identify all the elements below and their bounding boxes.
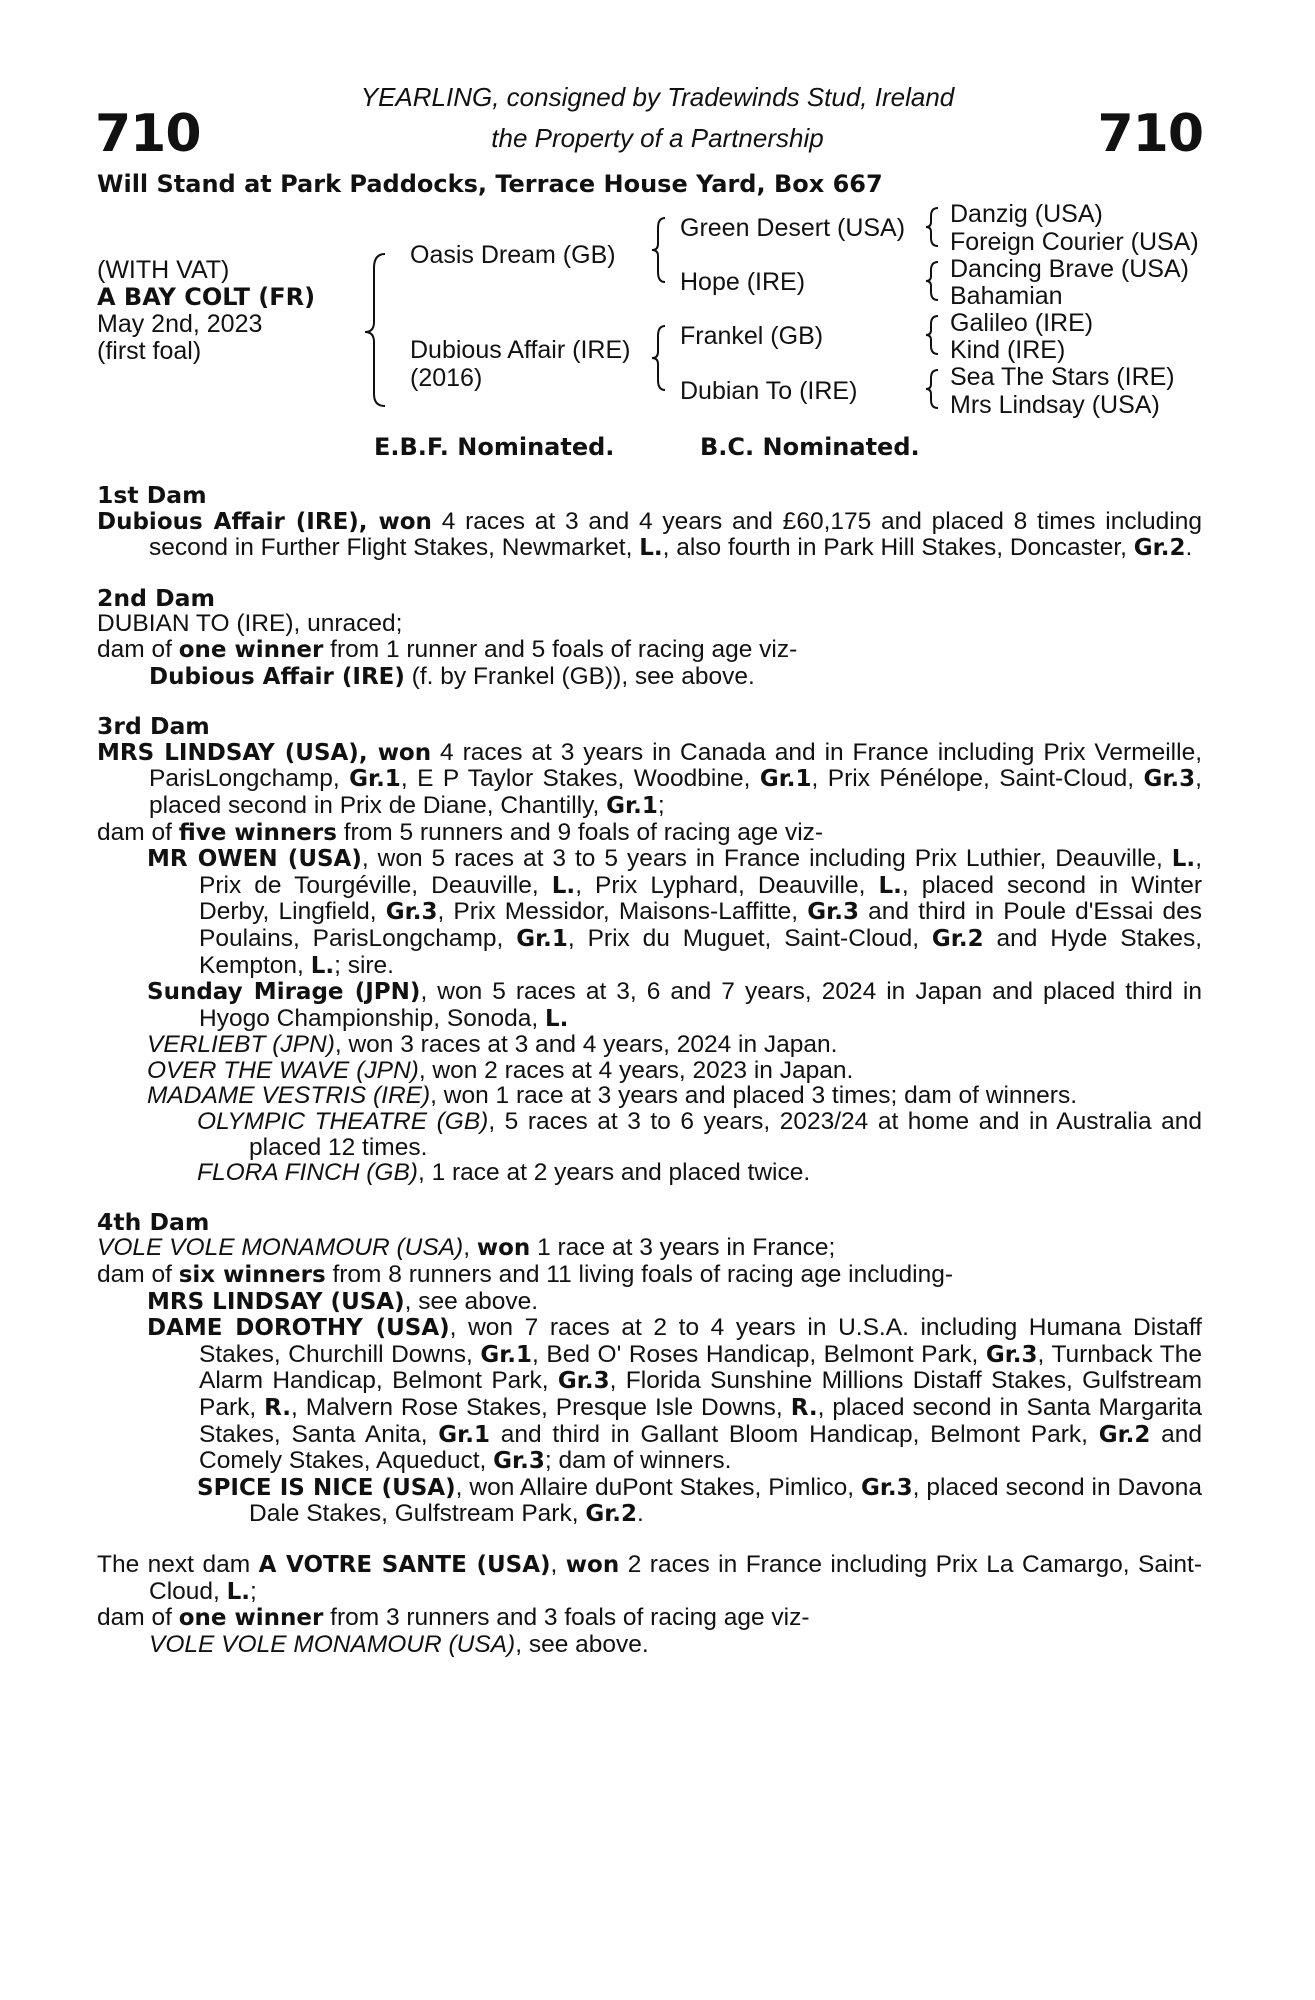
produce-entry-mrs-lindsay xyxy=(97,1289,1202,1316)
produce-entry-over-the-wave xyxy=(97,1058,1202,1084)
lot-number-left: 710 xyxy=(95,104,201,164)
won-label: won xyxy=(378,508,432,535)
won-label: won xyxy=(377,739,432,766)
horse-name: A BAY COLT (FR) xyxy=(97,283,316,311)
third-dam-heading: 3rd Dam xyxy=(97,712,210,741)
fourth-dam-heading: 4th Dam xyxy=(97,1207,210,1236)
race-text: , see above. xyxy=(404,1287,539,1315)
listed-label: L. xyxy=(878,872,902,899)
grade-label: Gr.1 xyxy=(606,792,658,819)
grade-label: Gr.3 xyxy=(385,899,438,926)
pedigree-sire: Oasis Dream (GB) xyxy=(410,241,616,269)
race-text: , won 5 races at 3, 6 and 7 years, 2024 in Japan and placed third in Hyogo Championship, Sonoda, xyxy=(199,978,1203,1032)
dam-of-label: dam of xyxy=(97,818,179,846)
listed-label: L. xyxy=(226,1578,251,1605)
ebf-nomination: E.B.F. Nominated. xyxy=(374,433,615,461)
race-text: , Florida Sunshine Millions Distaff Stakes, Gulfstream Park, xyxy=(199,1367,1202,1421)
race-text: , placed second in Prix de Diane, Chantilly, xyxy=(149,765,1202,819)
produce-name: DAME DOROTHY (USA) xyxy=(147,1315,450,1342)
produce-name: OLYMPIC THEATRE (GB) xyxy=(197,1108,489,1136)
race-text: , also fourth in Park Hill Stakes, Doncaster, xyxy=(662,534,1134,562)
produce-name: MR OWEN (USA) xyxy=(147,846,362,873)
comma: , xyxy=(358,739,378,766)
winners-count: six winners xyxy=(178,1262,326,1289)
race-text: , 1 race at 2 years and placed twice. xyxy=(417,1159,811,1187)
summary-text: from 8 runners and 11 living foals of racing age including- xyxy=(325,1261,954,1289)
lot-number-right: 710 xyxy=(1097,104,1203,164)
produce-name: Dubious Affair (IRE) xyxy=(149,663,405,690)
summary-text: from 5 runners and 9 foals of racing age viz- xyxy=(336,818,824,846)
third-dam-record xyxy=(97,740,1202,820)
race-text: , see above. xyxy=(515,1630,649,1658)
comma: , xyxy=(358,508,379,535)
race-text: , 5 races at 3 to 6 years, 2023/24 at home and in Australia and placed 12 times. xyxy=(249,1108,1202,1161)
race-text: 4 races at 3 years in Canada and in France including Prix Vermeille, ParisLongchamp, xyxy=(149,738,1202,793)
race-text: and third in Gallant Bloom Handicap, Belmont Park, xyxy=(489,1420,1099,1448)
restricted-label: R. xyxy=(264,1395,292,1421)
dam-name: MRS LINDSAY (USA) xyxy=(97,739,359,766)
race-text: , Prix Pénélope, Saint-Cloud, xyxy=(811,765,1144,793)
pedigree-sd-sire: Dancing Brave (USA) xyxy=(950,255,1189,283)
race-text: , won 2 races at 4 years, 2023 in Japan. xyxy=(418,1056,854,1084)
dam-of-label: dam of xyxy=(97,1604,179,1632)
next-dam-produce-summary xyxy=(97,1605,1202,1632)
produce-entry-sunday-mirage xyxy=(97,979,1202,1032)
race-text: , Malvern Rose Stakes, Presque Isle Downs, xyxy=(291,1394,791,1421)
race-text: and third in Poule d'Essai des Poulains, ParisLongchamp, xyxy=(199,898,1203,952)
next-dam-record xyxy=(97,1552,1202,1605)
second-dam-line: DUBIAN TO (IRE), unraced; xyxy=(97,610,403,638)
third-dam-produce-summary xyxy=(97,820,1202,847)
first-dam-record xyxy=(97,509,1202,562)
race-text: , E P Taylor Stakes, Woodbine, xyxy=(400,765,760,793)
race-text: , placed second in Winter Derby, Lingfield, xyxy=(199,871,1202,926)
race-text: . xyxy=(637,1500,644,1528)
race-text: , won 7 races at 2 to 4 years in U.S.A. including Humana Distaff Stakes, Churchill Downs, xyxy=(199,1314,1202,1368)
listed-label: L. xyxy=(551,872,576,899)
produce-text: (f. by Frankel (GB)), see above. xyxy=(404,662,755,690)
race-text: ; xyxy=(657,791,665,819)
race-text: 2 races in France including Prix La Camargo, Saint-Cloud, xyxy=(149,1550,1202,1605)
produce-entry-flora-finch xyxy=(97,1160,1202,1186)
grade-label: Gr.2 xyxy=(585,1501,638,1528)
produce-entry-vole-vole xyxy=(97,1632,1202,1658)
race-text: and Comely Stakes, Aqueduct, xyxy=(199,1420,1203,1475)
produce-name: VERLIEBT (JPN) xyxy=(147,1031,335,1059)
race-text: ; xyxy=(250,1577,257,1605)
race-text: , Prix de Tourgéville, Deauville, xyxy=(199,845,1202,899)
race-text: , xyxy=(550,1550,566,1578)
produce-entry-dame-dorothy xyxy=(97,1315,1202,1475)
race-text: , won 1 race at 3 years and placed 3 times; dam of winners. xyxy=(430,1082,1077,1110)
race-text: 1 race at 3 years in France; xyxy=(530,1234,836,1262)
grade-label: Gr.2 xyxy=(1133,535,1186,562)
grade-label: Gr.3 xyxy=(557,1368,610,1395)
race-text: . xyxy=(1185,534,1193,562)
pedigree-dam: Dubious Affair (IRE) xyxy=(410,336,631,364)
grade-label: Gr.3 xyxy=(1143,766,1196,793)
won-label: won xyxy=(565,1551,620,1578)
race-text: , Prix du Muguet, Saint-Cloud, xyxy=(567,924,932,952)
race-text: , won Allaire duPont Stakes, Pimlico, xyxy=(455,1473,861,1501)
grade-label: Gr.3 xyxy=(985,1341,1038,1368)
produce-entry-spice-is-nice xyxy=(97,1475,1202,1528)
stand-location: Will Stand at Park Paddocks, Terrace House Yard, Box 667 xyxy=(97,170,883,198)
race-text: , xyxy=(463,1234,477,1262)
dam-name: Dubious Affair (IRE) xyxy=(97,508,359,535)
restricted-label: R. xyxy=(790,1395,818,1421)
produce-name: MRS LINDSAY (USA) xyxy=(147,1288,405,1315)
grade-label: Gr.2 xyxy=(931,925,984,952)
produce-name: VOLE VOLE MONAMOUR (USA) xyxy=(149,1630,516,1658)
produce-entry-mr-owen xyxy=(97,846,1202,979)
catalogue-body xyxy=(97,483,1202,1657)
winners-count: one winner xyxy=(178,636,324,663)
grade-label: Gr.1 xyxy=(438,1421,490,1448)
foaling-date: May 2nd, 2023 xyxy=(97,310,263,338)
produce-entry-verliebt xyxy=(97,1032,1202,1058)
listed-label: L. xyxy=(310,952,335,979)
grade-label: Gr.3 xyxy=(493,1448,545,1475)
pedigree-sire-sire: Green Desert (USA) xyxy=(680,214,906,242)
pedigree-ds-sire: Galileo (IRE) xyxy=(950,309,1094,337)
property-line: the Property of a Partnership xyxy=(491,123,824,153)
race-text: 4 races at 3 and 4 years and £60,175 and placed 8 times including second in Further Flight Stakes, Newmarket, xyxy=(149,507,1203,562)
fourth-dam-record xyxy=(97,1235,1202,1262)
race-text: , Prix Lyphard, Deauville, xyxy=(575,871,879,899)
listed-label: L. xyxy=(544,1005,569,1032)
pedigree-ss-sire: Danzig (USA) xyxy=(950,200,1103,228)
summary-text: from 3 runners and 3 foals of racing age viz- xyxy=(323,1604,810,1632)
produce-name: Sunday Mirage (JPN) xyxy=(147,979,421,1006)
pedigree-dam-year: (2016) xyxy=(410,364,483,392)
pedigree-dd-sire: Sea The Stars (IRE) xyxy=(950,363,1175,391)
grade-label: Gr.3 xyxy=(860,1474,913,1501)
listed-label: L. xyxy=(1171,846,1196,873)
grade-label: Gr.3 xyxy=(807,899,859,926)
race-text: , won 5 races at 3 to 5 years in France including Prix Luthier, Deauville, xyxy=(361,845,1172,873)
listed-label: L. xyxy=(639,535,663,562)
foal-note: (first foal) xyxy=(97,337,202,365)
produce-entry-madame-vestris xyxy=(97,1083,1202,1109)
grade-label: Gr.1 xyxy=(349,766,401,793)
produce-name: OVER THE WAVE (JPN) xyxy=(147,1056,419,1084)
race-text: , placed second in Santa Margarita Stakes, Santa Anita, xyxy=(199,1394,1202,1448)
grade-label: Gr.2 xyxy=(1098,1421,1151,1448)
grade-label: Gr.1 xyxy=(759,766,812,793)
pedigree-sd-dam: Bahamian xyxy=(950,282,1063,310)
grade-label: Gr.1 xyxy=(516,925,568,952)
race-text: , won 3 races at 3 and 4 years, 2024 in Japan. xyxy=(334,1031,838,1059)
dam-of-label: dam of xyxy=(97,1261,179,1289)
produce-name: SPICE IS NICE (USA) xyxy=(197,1474,456,1501)
produce-entry xyxy=(97,664,1202,691)
dam-of-label: dam of xyxy=(97,635,179,663)
produce-name: MADAME VESTRIS (IRE) xyxy=(147,1082,431,1110)
fourth-dam-produce-summary xyxy=(97,1262,1202,1289)
pedigree-ss-dam: Foreign Courier (USA) xyxy=(950,228,1199,256)
race-text: , Bed O' Roses Handicap, Belmont Park, xyxy=(532,1340,986,1368)
race-text: and Hyde Stakes, Kempton, xyxy=(199,924,1203,979)
winners-count: five winners xyxy=(178,819,337,846)
produce-entry-olympic-theatre xyxy=(97,1109,1202,1160)
race-text: , placed second in Davona Dale Stakes, Gulfstream Park, xyxy=(249,1473,1202,1528)
produce-name: FLORA FINCH (GB) xyxy=(197,1159,418,1187)
dam-name: VOLE VOLE MONAMOUR (USA) xyxy=(97,1234,464,1262)
consignment-line: YEARLING, consigned by Tradewinds Stud, Ireland xyxy=(360,82,955,112)
second-dam-heading: 2nd Dam xyxy=(97,583,215,612)
pedigree-ds-dam: Kind (IRE) xyxy=(950,336,1066,364)
winners-count: one winner xyxy=(178,1605,324,1632)
bc-nomination: B.C. Nominated. xyxy=(700,433,920,461)
pedigree-sire-dam: Hope (IRE) xyxy=(680,268,806,296)
vat-note: (WITH VAT) xyxy=(97,256,230,284)
race-text: ; dam of winners. xyxy=(544,1447,732,1475)
pedigree-dam-sire: Frankel (GB) xyxy=(680,322,824,350)
race-text: ; sire. xyxy=(334,951,394,979)
race-text: The next dam xyxy=(97,1550,259,1578)
grade-label: Gr.1 xyxy=(480,1341,533,1368)
second-dam-produce-summary xyxy=(97,637,1202,664)
pedigree-dam-dam: Dubian To (IRE) xyxy=(680,377,858,405)
summary-text: from 1 runner and 5 foals of racing age viz- xyxy=(323,635,798,663)
race-text: , Prix Messidor, Maisons-Laffitte, xyxy=(437,898,808,926)
first-dam-heading: 1st Dam xyxy=(97,481,207,509)
dam-name: A VOTRE SANTE (USA) xyxy=(258,1551,551,1578)
race-text: , Turnback The Alarm Handicap, Belmont Park, xyxy=(199,1340,1202,1395)
pedigree-dd-dam: Mrs Lindsay (USA) xyxy=(950,391,1160,419)
won-label: won xyxy=(476,1235,531,1262)
